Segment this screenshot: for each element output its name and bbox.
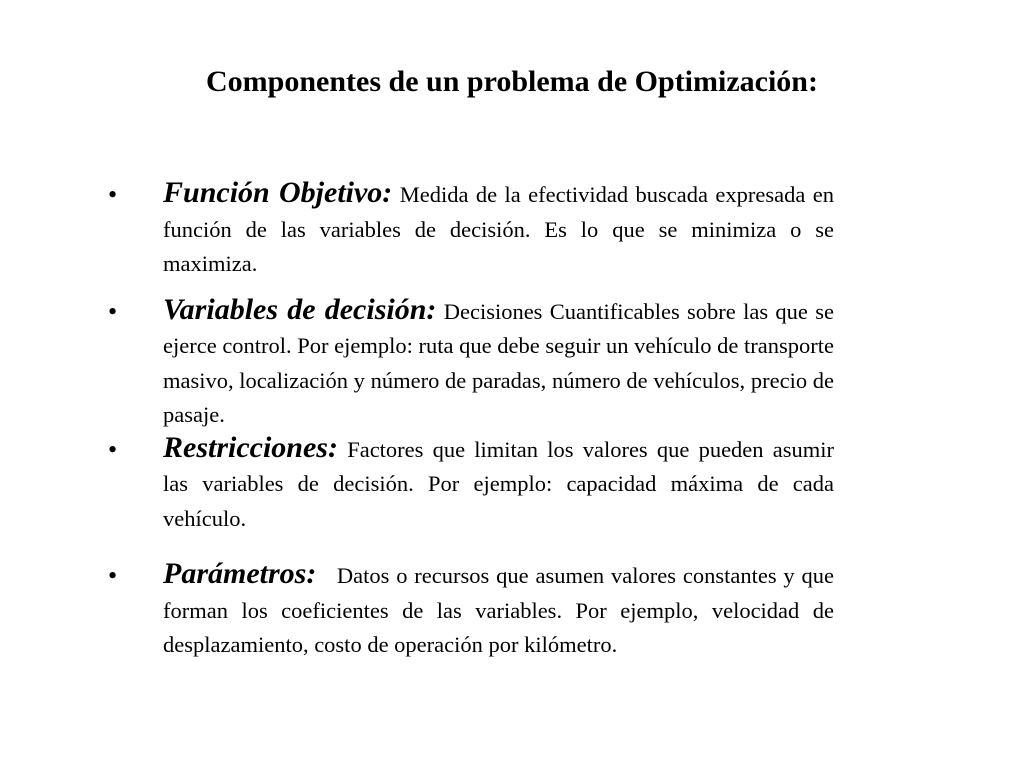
term-description: Medida de la efectividad buscada expresada en función de las variables de decisión. Es lo que se minimiza o se maximiza. xyxy=(163,182,834,276)
bullet-item-variables-de-decision xyxy=(108,292,835,433)
slide-title: Componentes de un problema de Optimización: xyxy=(206,65,818,98)
bullet-icon: • xyxy=(108,434,118,464)
bullet-icon: • xyxy=(108,296,118,326)
term-separator xyxy=(392,182,399,207)
term-separator xyxy=(436,299,443,324)
term-description: Decisiones Cuantificables sobre las que se ejerce control. Por ejemplo: ruta que debe seguir un vehículo de transporte masivo, localización y número de paradas, número de vehículos, precio de pasaje. xyxy=(163,298,835,427)
term-description: Datos o recursos que asumen valores constantes y que forman los coeficientes de las variables. Por ejemplo, velocidad de desplazamiento, costo de operación por kilómetro. xyxy=(163,563,835,657)
bullet-item-restricciones xyxy=(108,430,834,537)
term-label: Parámetros: xyxy=(163,557,317,590)
bullet-item-funcion-objetivo xyxy=(108,178,834,282)
term-separator xyxy=(316,563,337,588)
term-label: Variables de decisión: xyxy=(163,292,437,326)
bullet-icon: • xyxy=(108,180,118,209)
bullet-list xyxy=(108,178,834,663)
term-separator xyxy=(338,437,347,462)
term-label: Función Objetivo: xyxy=(163,176,393,209)
bullet-item-parametros xyxy=(108,559,834,663)
bullet-icon: • xyxy=(108,561,118,590)
term-label: Restricciones: xyxy=(163,430,338,464)
term-description: Factores que limitan los valores que pueden asumir las variables de decisión. Por ejemplo: capacidad máxima de cada vehículo. xyxy=(163,436,834,531)
